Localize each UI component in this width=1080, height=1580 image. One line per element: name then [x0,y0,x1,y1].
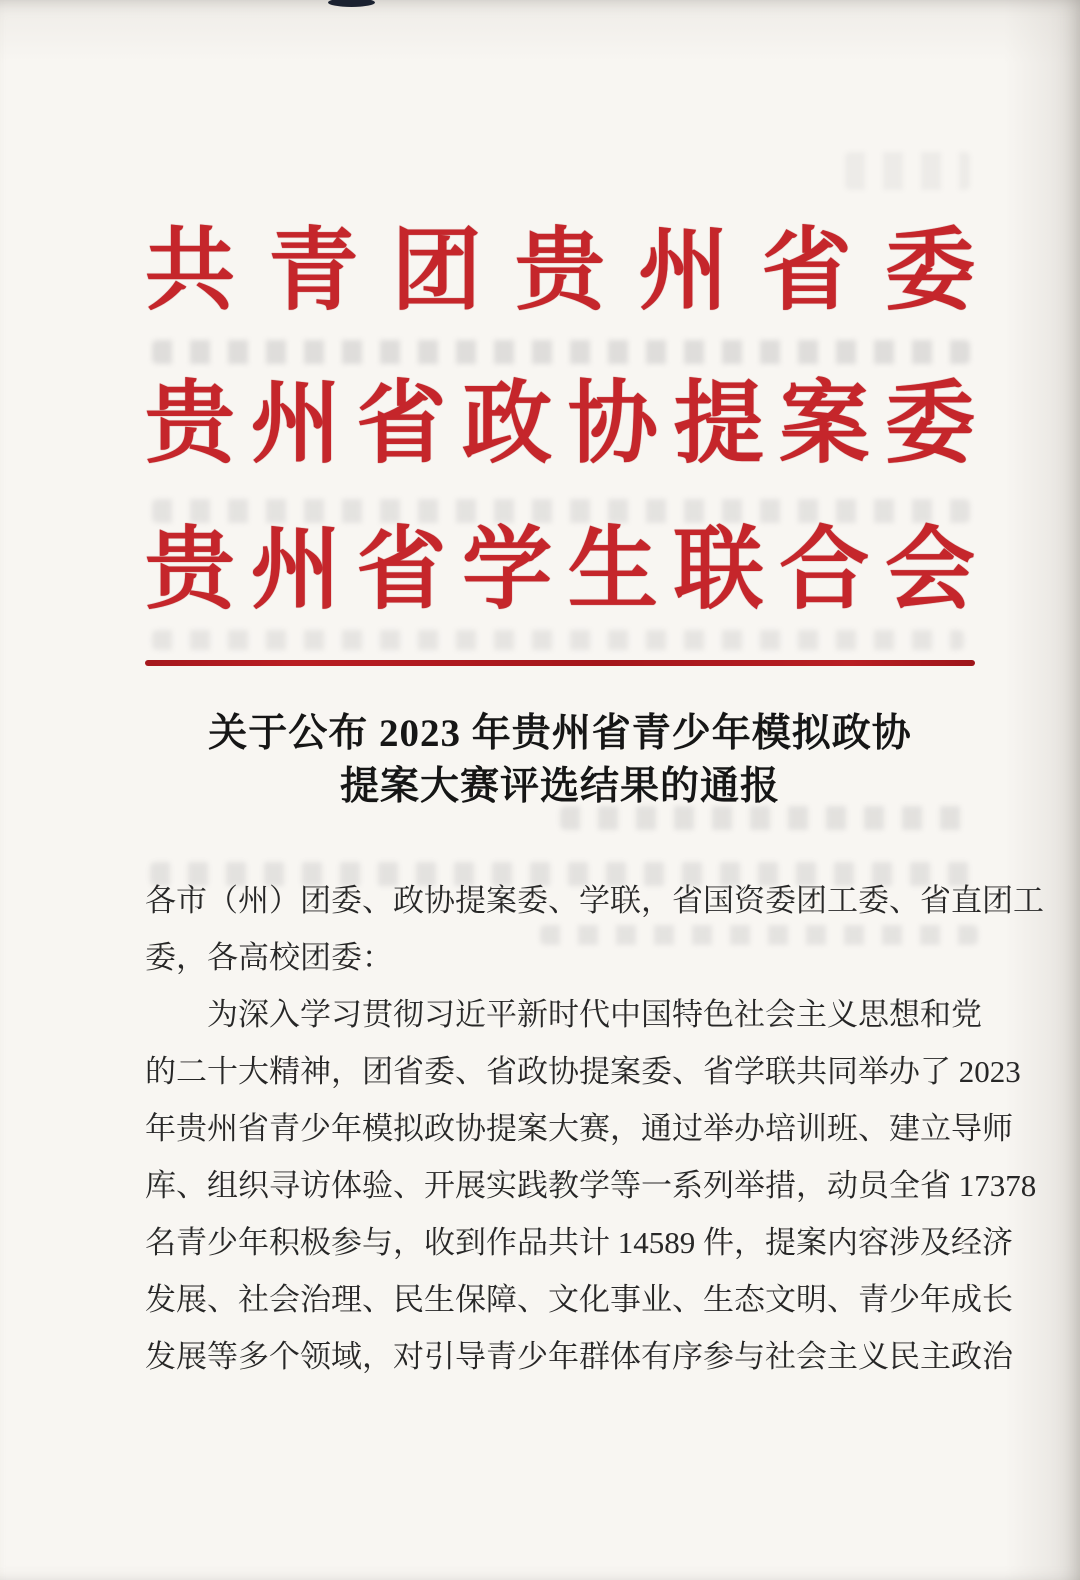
body-line: 名青少年积极参与，收到作品共计 14589 件，提案内容涉及经济 [145,1225,1013,1260]
letterhead-red-divider [145,660,975,666]
document-body [145,872,1044,1385]
bleedthrough-artifact [152,630,964,650]
letterhead-org-line-2: 贵州省政协提案委 [145,375,975,474]
body-line: 为深入学习贯彻习近平新时代中国特色社会主义思想和党 [207,997,982,1032]
body-line: 年贵州省青少年模拟政协提案大赛，通过举办培训班、建立导师 [145,1111,1013,1146]
document-title [145,707,975,813]
body-line: 库、组织寻访体验、开展实践教学等一系列举措，动员全省 17378 [145,1168,1037,1203]
body-line: 的二十大精神，团省委、省政协提案委、省学联共同举办了 2023 [145,1054,1021,1089]
letterhead-org-line-1: 共青团贵州省委 [145,222,975,321]
document-title-line-1: 关于公布 2023 年贵州省青少年模拟政协 [208,712,912,755]
scan-clip-artifact [328,0,375,7]
document-title-line-2: 提案大赛评选结果的通报 [339,765,780,808]
body-line: 发展、社会治理、民生保障、文化事业、生态文明、青少年成长 [145,1282,1013,1317]
body-line: 发展等多个领域，对引导青少年群体有序参与社会主义民主政治 [145,1339,1013,1374]
letterhead-org-line-3: 贵州省学生联合会 [145,521,975,620]
bleedthrough-artifact [152,499,970,523]
salutation-line: 委，各高校团委： [145,940,393,975]
bleedthrough-artifact [845,152,970,190]
salutation-line: 各市（州）团委、政协提案委、学联，省国资委团工委、省直团工 [145,883,1044,918]
bleedthrough-artifact [152,340,970,364]
